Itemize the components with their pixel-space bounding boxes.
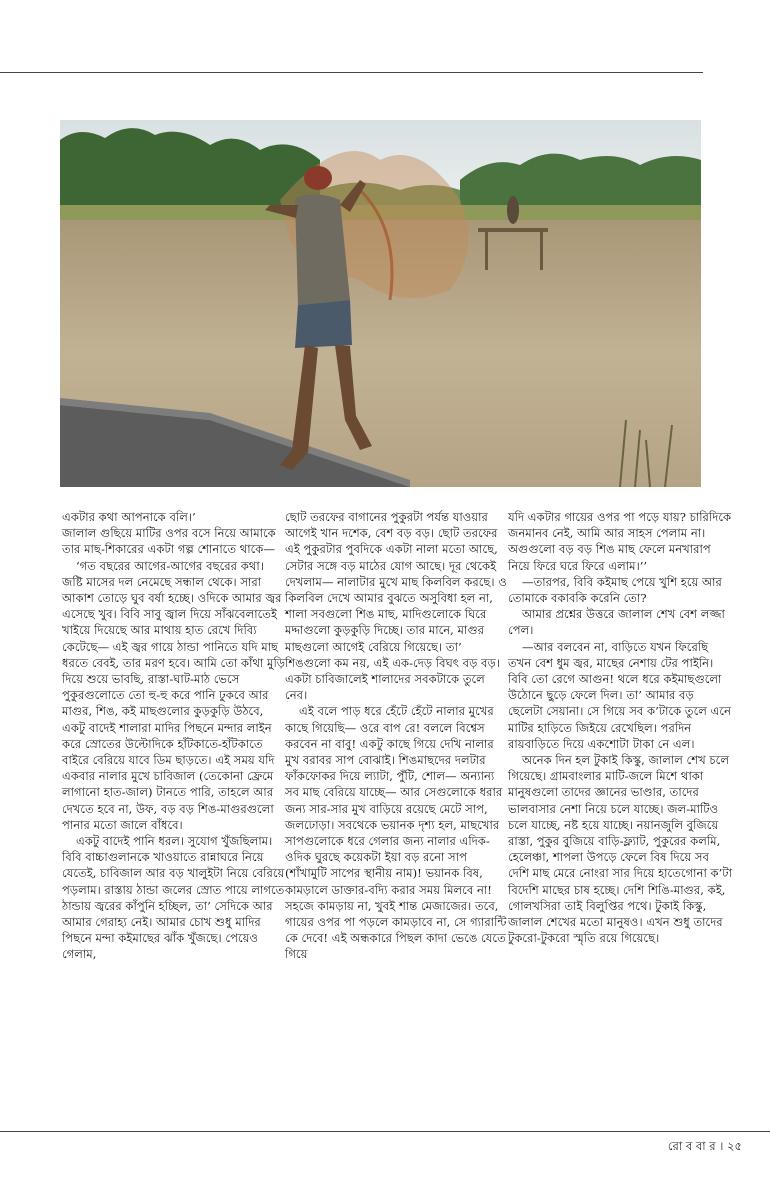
paragraph: —তারপর, বিবি কইমাছ পেয়ে খুশি হয়ে আর তোমাকে বকাবকি করেনি তো? [508, 574, 722, 606]
page-number: ২৫ [727, 1139, 742, 1153]
article-column-1 [62, 509, 286, 963]
section-name: রো ব বা র [667, 1139, 716, 1153]
paragraph: আমার প্রশ্নের উত্তরে জালাল শেখ বেশ লজ্জা পেল। [508, 607, 725, 638]
paragraph: যদি একটার গায়ের ওপর পা পড়ে যায়? চারিদিকে জনমানব নেই, আমি আর সাহস পেলাম না। অগুগুলো বড় বড় শিঙ মাছ ফেলে মনখারাপ নিয়ে ফিরে ঘরে ফিরে এলাম।’’ [508, 510, 732, 573]
article-photo [60, 120, 701, 487]
article-column-3 [508, 509, 732, 946]
paragraph: একটু বাদেই পানি ধরল। সুযোগ খুঁজছিলাম। বিবি বাচ্চাগুলানকে খাওয়াতে রান্নাঘরে নিয়ে যেতেই, চাবিজাল আর বড় খালুইটা নিয়ে বেরিয়ে পড়লাম। রাস্তায় ঠান্ডা জলের স্রোত পায়ে লাগতে ঠান্ডায় জ্বরের কাঁপুনি হচ্ছিল, তা’ সেদিকে আর আমার গেরাহ্য নেই। আমার চোখ শুধু মাদির পিছনে মন্দা কইমাছের ঝাঁক খুঁজছে। পেয়েও গেলাম, [62, 834, 285, 962]
paragraph: ছোট তরফের বাগানের পুকুরটা পর্যন্ত যাওয়ার আগেই খান দশেক, বেশ বড় বড়। ছোট তরফের এই পুকুরটার পুবদিকে একটা নালা মতো আছে, সেটার সঙ্গে বড় মাঠের যোগ আছে। দূর থেকেই দেখলাম— নালাটার মুখে মাছ কিলবিল করছে। ও কিলবিল দেখে আমার বুঝতে অসুবিধা হল না, শালা সবগুলো শিঙ মাছ, মাদিগুলোকে ঘিরে মদ্দাগুলো কুড়কুড়ি দিচ্ছে। তার মানে, মাগুর মাছগুলো আগেই বেরিয়ে গিয়েছে। তা’ শিঙগুলো কম নয়, এই এক-দেড় বিঘৎ বড় বড়। একটা চাবিজালেই শালাদের সবকটাকে তুলে নেব। [285, 510, 507, 703]
paragraph: অনেক দিন হল টুকাই কিস্কু, জালাল শেখ চলে গিয়েছে। গ্রামবাংলার মাটি-জলে মিশে থাকা মানুষগুলো তাদের জ্ঞানের ভাণ্ডার, তাদের ভালবাসার নেশা নিয়ে চলে যাচ্ছে। জল-মাটিও চলে যাচ্ছে, নষ্ট হয়ে যাচ্ছে। নয়ানজুলি বুজিয়ে রাস্তা, পুকুর বুজিয়ে বাড়ি-ফ্ল্যাট, পুকুরের কলমি, হেলেঞ্চা, শাপলা উপড়ে ফেলে বিষ দিয়ে সব দেশি মাছ মেরে নোংরা সার দিয়ে হাতেগোনা ক’টা বিদেশি মাছের চাষ হচ্ছে। দেশি শিঙি-মাগুর, কই, গোলখসিরা তাই বিলুপ্তির পথে। টুকাই কিস্কু, জালাল শেখের মতো মানুষও। এখন শুধু তাদের টুকরো-টুকরো স্মৃতি রয়ে গিয়েছে। [508, 753, 732, 946]
footer-separator: । [719, 1139, 724, 1153]
article-column-2 [285, 509, 509, 963]
fisherman-photo-icon [60, 120, 701, 487]
paragraph: এই বলে পাড় ধরে হেঁটে হেঁটে নালার মুখের কাছে গিয়েছি— ওরে বাপ রে! বললে বিশ্বেস করবেন না বাবু! একটু কাছে গিয়ে দেখি নালার মুখ বরাবর সাপ বোঝাই। শিঙমাছদের দলটার ফাঁকফোকর দিয়ে ল্যাটা, পুঁটি, শোল— অন্যান্য সব মাছ বেরিয়ে যাচ্ছে— আর সেগুলোকে ধরার জন্য সার-সার মুখ বাড়িয়ে রয়েছে মেটে সাপ, জলঢোড়া। সবথেকে ভয়ানক দৃশ্য হল, মাছখোর সাপগুলোকে ধরে গেলার জন্য নালার এদিক-ওদিক ঘুরছে কয়েকটা ইয়া বড় রনো সাপ (শাঁখামুটি সাপের স্থানীয় নাম)! ভয়ানক বিষ, কামড়ালে ডাক্তার-বদ্যি করার সময় মিলবে না! সহজে কামড়ায় না, খুবই শান্ত মেজাজের। তবে, গায়ের ওপর পা পড়লে কামড়াবে না, সে গ্যারান্টি কে দেবে! এই অন্ধকারে পিছল কাদা ভেঙে যেতে গিয়ে [285, 704, 507, 962]
paragraph: ‘গত বছরের আগের-আগের বছরের কথা। জষ্টি মাসের দল নেমেছে সন্ধাল থেকে। সারা আকাশ তোড়ে ঘুব বর্ষা হচ্ছে। ওদিকে আমার জ্বর এসেছে খুব। বিবি সাবু জ্বাল দিয়ে সাঁঝবেলাতেই খাইয়ে দিয়েছে আর মাথায় হাত রেখে দিব্যি কেটেছে— এই জ্বর গায়ে ঠান্ডা পানিতে যদি মাছ ধরতে বেবই, তার মরণ হবে। আমি তো কাঁথা মুড়ি দিয়ে শুয়ে ভাবছি, রাস্তা-ঘাট-মাঠ ভেসে পুকুরগুলোতে তো হু-হু করে পানি ঢুকবে আর মাগুর, শিঙ, কই মাছগুলোর কুড়কুড়ি উঠবে, একটু বাদেই শালারা মাদির পিছনে মন্দার লাইন করে স্রোতের উল্টোদিকে হাঁটকাতে-হাঁটকাতে বাইরে বেরিয়ে যাবে ডিম ছাড়তে। এই সময় যদি একবার নালার মুখে চাবিজাল (তেকোনা ফ্রেমে লাগানো হাত-জাল) টানতে পারি, তাহলে আর দেখতে হবে না, উফ, বড় বড় শিঙ-মাগুরগুলো পানার মতো জালে বাঁধবে। [62, 558, 286, 832]
page-footer [668, 1138, 742, 1157]
paragraph: একটার কথা আপনাকে বলি।’ [62, 510, 196, 524]
paragraph: —আর বলবেন না, বাড়িতে যখন ফিরেছি তখন বেশ ধুম জ্বর, মাছের নেশায় টের পাইনি। বিবি তো রেগে আগুন! থলে ধরে কইমাছগুলো উঠোনে ছুড়ে ফেলে দিল। তা’ আমার বড় ছেলেটা সেয়ানা। সে গিয়ে সব ক’টাকে তুলে এনে মাটির হাড়িতে জিইয়ে রেখেছিল। পরদিন রায়বাড়িতে দিয়ে একশোটা টাকা নে এল। [508, 639, 732, 751]
bottom-rule [0, 1131, 770, 1132]
top-rule [0, 72, 703, 73]
paragraph: জালাল গুছিয়ে মাটির ওপর বসে নিয়ে আমাকে তার মাছ-শিকারের একটা গল্প শোনাতে থাকে— [62, 526, 276, 557]
